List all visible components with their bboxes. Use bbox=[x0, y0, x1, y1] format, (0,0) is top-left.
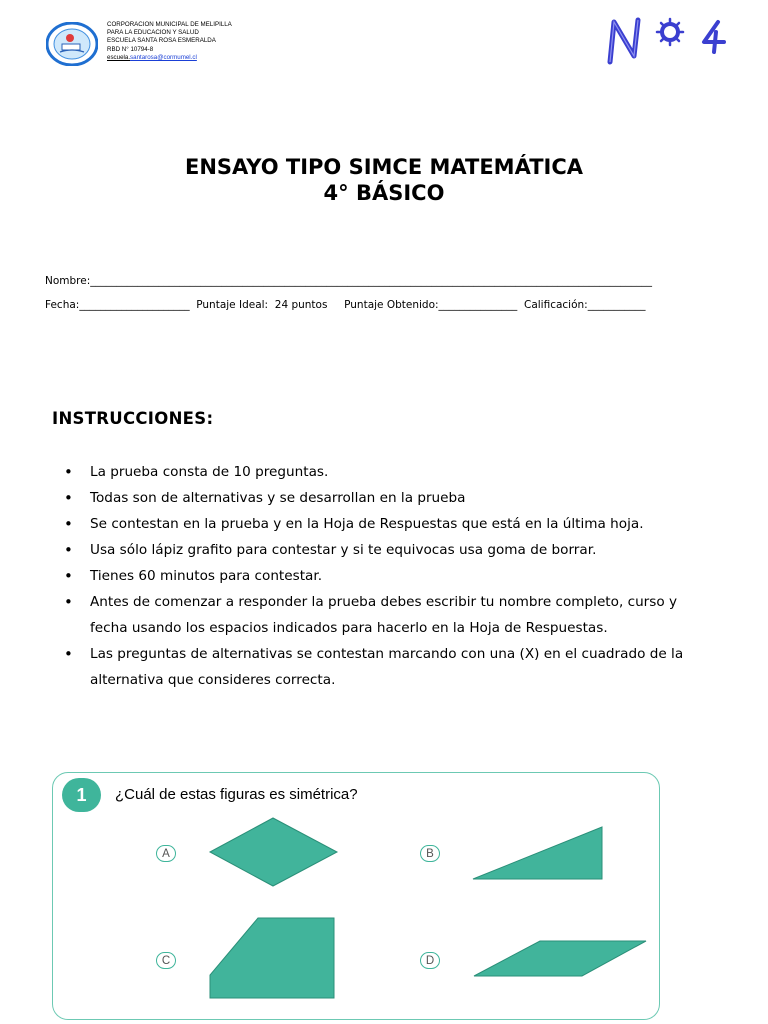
page-subtitle: 4° BÁSICO bbox=[323, 181, 445, 205]
question-number: 1 bbox=[62, 778, 101, 812]
email-link[interactable]: santarosa@cormumel.cl bbox=[130, 53, 197, 61]
list-item: • Tienes 60 minutos para contestar. bbox=[64, 563, 714, 589]
header-line: RBD N° 10794-8 bbox=[107, 45, 154, 53]
option-d-label[interactable]: D bbox=[420, 952, 440, 969]
email-prefix: escuela. bbox=[107, 53, 131, 61]
list-item: • Todas son de alternativas y se desarrollan en la prueba bbox=[64, 485, 714, 511]
question-text: ¿Cuál de estas figuras es simétrica? bbox=[115, 786, 358, 803]
instructions-heading: INSTRUCCIONES: bbox=[52, 409, 214, 428]
school-logo bbox=[46, 22, 98, 66]
instructions-list bbox=[64, 459, 714, 693]
question-card bbox=[52, 772, 660, 1020]
option-c-label[interactable]: C bbox=[156, 952, 176, 969]
header-line: ESCUELA SANTA ROSA ESMERALDA bbox=[107, 37, 216, 45]
option-b-label[interactable]: B bbox=[420, 845, 440, 862]
header-line: CORPORACION MUNICIPAL DE MELIPILLA bbox=[107, 21, 232, 28]
school-header bbox=[107, 21, 232, 62]
number-badge bbox=[604, 16, 730, 68]
list-item: • La prueba consta de 10 preguntas. bbox=[64, 459, 714, 485]
header-line: PARA LA EDUCACION Y SALUD bbox=[107, 29, 199, 37]
list-item: • Las preguntas de alternativas se contestan marcando con una (X) en el cuadrado de la alternativa que consideres correcta. bbox=[64, 641, 714, 693]
option-a-label[interactable]: A bbox=[156, 845, 176, 862]
page-title: ENSAYO TIPO SIMCE MATEMÁTICA bbox=[184, 155, 583, 179]
name-field-line: Nombre:___________________________________________________________________________________________________________ bbox=[45, 275, 653, 287]
list-item: • Antes de comenzar a responder la prueba debes escribir tu nombre completo, curso y fecha usando los espacios indicados para hacerlo en la Hoja de Respuestas. bbox=[64, 589, 714, 641]
list-item: • Usa sólo lápiz grafito para contestar y si te equivocas usa goma de borrar. bbox=[64, 537, 714, 563]
list-item: • Se contestan en la prueba y en la Hoja de Respuestas que está en la última hoja. bbox=[64, 511, 714, 537]
email-line bbox=[107, 54, 232, 62]
date-score-line: Fecha:_____________________ Puntaje Ideal: 24 puntos Puntaje Obtenido:_______________ Calificación:___________ bbox=[45, 299, 646, 311]
